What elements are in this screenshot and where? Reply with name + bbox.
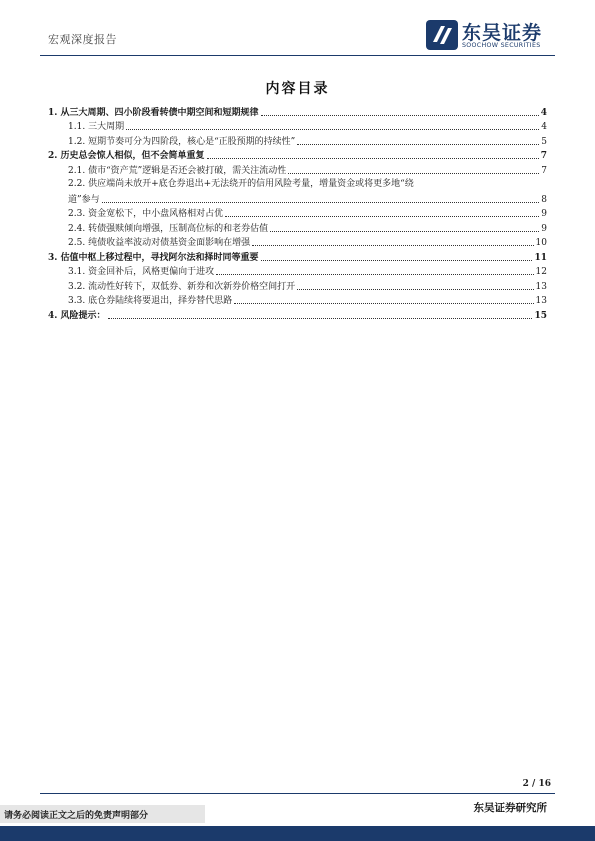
toc-leader-dots — [252, 245, 533, 246]
toc-leader-dots — [126, 129, 539, 130]
toc-leader-dots — [297, 144, 539, 145]
toc-leader-dots — [297, 289, 533, 290]
toc-entry-2[interactable] — [48, 148, 547, 163]
table-of-contents — [48, 104, 547, 322]
toc-entry-number: 2.5. — [68, 238, 86, 248]
logo-chinese-name: 东吴证券 — [462, 22, 543, 44]
toc-entry-text: 资金宽松下，中小盘风格相对占优 — [88, 209, 224, 219]
toc-entry-text: 转债强赎倾向增强，压制高位标的和老券估值 — [88, 223, 269, 234]
toc-page-number: 4 — [540, 107, 547, 118]
header-divider — [40, 55, 555, 56]
toc-page-number: 9 — [541, 209, 547, 219]
footer-divider — [40, 793, 555, 794]
toc-entry-number: 3.1. — [68, 267, 86, 277]
toc-page-number: 15 — [534, 310, 547, 321]
toc-entry-number: 2.3. — [68, 209, 86, 219]
toc-entry-3[interactable] — [48, 249, 547, 264]
toc-leader-dots — [288, 173, 539, 174]
toc-page-number: 13 — [535, 281, 547, 292]
toc-entry-text: 估值中枢上移过程中，寻找阿尔法和择时同等重要 — [60, 252, 259, 263]
toc-entry-text: 纯债收益率波动对债基资金面影响在增强 — [88, 238, 251, 248]
toc-title: 内容目录 — [265, 81, 330, 97]
toc-leader-dots — [207, 158, 539, 159]
toc-page-number: 5 — [541, 136, 547, 147]
toc-entry-number: 2.4. — [68, 223, 86, 234]
toc-entry-text: 资金回补后，风格更偏向于进攻 — [88, 267, 215, 277]
toc-page-number: 8 — [541, 194, 547, 205]
toc-page-number: 9 — [541, 223, 547, 234]
toc-leader-dots — [261, 115, 539, 116]
toc-leader-dots — [270, 231, 539, 232]
toc-entry-text: 底仓券陆续将要退出，择券替代思路 — [88, 296, 233, 306]
toc-page-number: 10 — [535, 238, 547, 248]
company-logo — [426, 18, 556, 54]
toc-page-number: 12 — [535, 267, 547, 277]
toc-entry-4[interactable] — [48, 307, 547, 322]
toc-entry-text: 从三大周期、四小阶段看转债中期空间和短期规律 — [60, 107, 259, 118]
toc-entry-3-2[interactable] — [48, 278, 547, 293]
toc-entry-2-3[interactable] — [48, 206, 547, 221]
toc-page-number: 7 — [541, 165, 547, 176]
toc-leader-dots — [102, 202, 540, 203]
toc-leader-dots — [225, 216, 539, 217]
toc-entry-number: 2. — [48, 151, 58, 161]
toc-entry-number: 4. — [48, 310, 58, 321]
logo-english-name: SOOCHOW SECURITIES — [462, 42, 541, 49]
toc-entry-text: 短期节奏可分为四阶段，核心是“正股预期的持续性” — [88, 136, 296, 147]
toc-entry-2-2[interactable] — [48, 177, 547, 206]
toc-page-number: 11 — [534, 252, 547, 263]
toc-entry-text-continued: 道”参与 — [68, 194, 100, 205]
soochow-logo-icon — [426, 20, 458, 50]
toc-page-number: 13 — [535, 296, 547, 306]
toc-entry-number: 2.2. — [68, 178, 86, 189]
toc-entry-text: 流动性好转下，双低券、新券和次新券价格空间打开 — [88, 281, 296, 292]
toc-entry-3-3[interactable] — [48, 293, 547, 308]
toc-entry-3-1[interactable] — [48, 264, 547, 279]
toc-entry-text: 供应端尚未放开+底仓券退出+无法绕开的信用风险考量，增量资金或将更多地“绕 — [88, 178, 414, 189]
toc-page-number: 7 — [540, 151, 547, 161]
toc-entry-number: 1.1. — [68, 122, 86, 132]
toc-entry-number: 3. — [48, 252, 58, 263]
toc-entry-1-1[interactable] — [48, 119, 547, 134]
toc-entry-1-2[interactable] — [48, 133, 547, 148]
toc-leader-dots — [216, 274, 533, 275]
toc-entry-number: 2.1. — [68, 165, 86, 176]
toc-entry-number: 3.3. — [68, 296, 86, 306]
toc-entry-1[interactable] — [48, 104, 547, 119]
toc-entry-2-4[interactable] — [48, 220, 547, 235]
page-indicator: 2 / 16 — [522, 779, 551, 789]
footer-band — [0, 826, 595, 841]
disclaimer-text: 请务必阅读正文之后的免责声明部分 — [4, 811, 149, 821]
toc-entry-text: 风险提示： — [60, 310, 106, 321]
toc-entry-number: 3.2. — [68, 281, 86, 292]
toc-entry-text: 债市“资产荒”逻辑是否还会被打破，需关注流动性 — [88, 165, 287, 176]
toc-leader-dots — [108, 318, 533, 319]
disclaimer-box — [0, 805, 205, 823]
toc-entry-2-1[interactable] — [48, 162, 547, 177]
toc-page-number: 4 — [541, 122, 547, 132]
toc-leader-dots — [234, 303, 533, 304]
toc-entry-2-5[interactable] — [48, 235, 547, 250]
footer-organization: 东吴证券研究所 — [473, 802, 547, 814]
toc-entry-text: 历史总会惊人相似，但不会简单重复 — [60, 151, 205, 161]
report-type-label: 宏观深度报告 — [48, 33, 117, 46]
toc-leader-dots — [261, 260, 533, 261]
toc-entry-number: 1. — [48, 107, 58, 118]
toc-entry-text: 三大周期 — [88, 122, 125, 132]
toc-entry-number: 1.2. — [68, 136, 86, 147]
